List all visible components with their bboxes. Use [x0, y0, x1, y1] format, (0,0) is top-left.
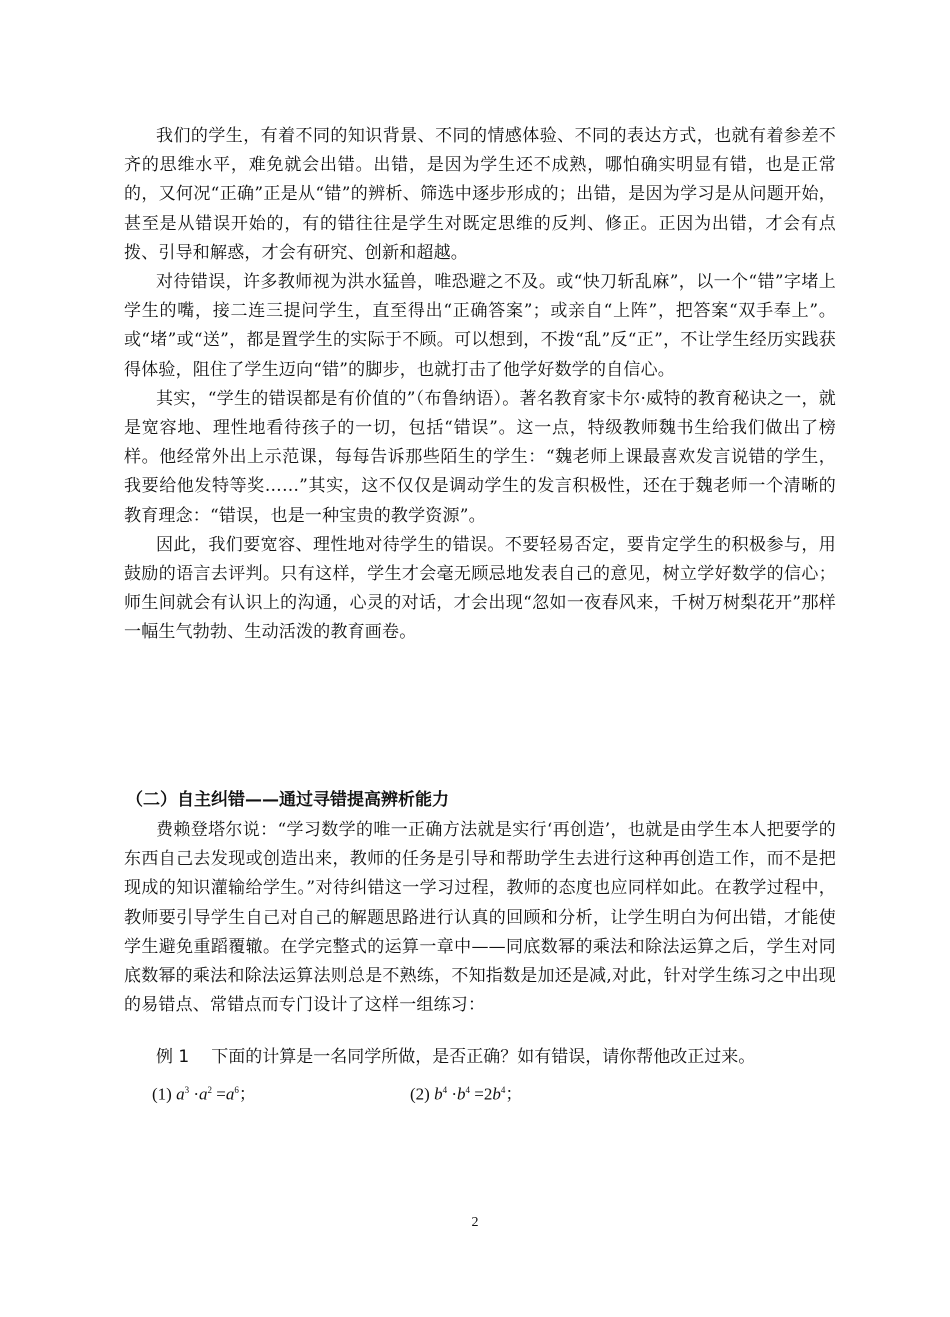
math-exponent: 4 [500, 1085, 506, 1095]
math-item-2 [410, 1076, 522, 1109]
math-exponent: 3 [184, 1085, 190, 1095]
math-equals: = [474, 1084, 484, 1104]
example-text: 下面的计算是一名同学所做，是否正确？如有错误，请你帮他改正过来。 [211, 1047, 756, 1067]
math-base: b [457, 1084, 466, 1104]
math-base: a [176, 1084, 185, 1104]
paragraph: 因此，我们要宽容、理性地对待学生的错误。不要轻易否定，要肯定学生的积极参与，用鼓励的语言去评判。只有这样，学生才会毫无顾忌地发表自己的意见，树立学好数学的信心；师生间就会有认识上的沟通，心灵的对话，才会出现“忽如一夜春风来，千树万树梨花开”那样一幅生气勃勃、生动活泼的教育画卷。 [124, 534, 836, 643]
math-coefficient: 2 [483, 1084, 493, 1104]
math-equals: = [216, 1084, 226, 1104]
math-exponent: 6 [234, 1085, 239, 1095]
item-number: (1) [152, 1084, 172, 1104]
body-text-lower [124, 816, 836, 1020]
paragraph: 对待错误，许多教师视为洪水猛兽，唯恐避之不及。或“快刀斩乱麻”，以一个“错”字堵上学生的嘴，接二连三提问学生，直至得出“正确答案”；或亲自“上阵”，把答案“双手奉上”。或“堵”或“送”，都是置学生的实际于不顾。可以想到，不拨“乱”反“正”，不让学生经历实践获得体验，阻住了学生迈向“错”的脚步，也就打击了他学好数学的自信心。 [124, 272, 836, 380]
math-base: b [492, 1084, 501, 1104]
math-exponent: 2 [207, 1085, 212, 1095]
math-terminator: ； [238, 1084, 256, 1104]
example-prompt [156, 1043, 755, 1072]
math-item-1 [152, 1076, 256, 1109]
math-base: b [434, 1084, 443, 1104]
page-number: 2 [471, 1215, 479, 1230]
math-base: a [199, 1084, 208, 1104]
math-exponent: 4 [465, 1085, 470, 1095]
section-heading: （二）自主纠错——通过寻错提高辨析能力 [126, 790, 449, 810]
math-operator: · [193, 1084, 199, 1104]
math-terminator: ； [505, 1084, 523, 1104]
item-number: (2) [410, 1084, 430, 1104]
paragraph: 其实，“学生的错误都是有价值的”（布鲁纳语）。著名教育家卡尔·威特的教育秘诀之一，就是宽容地、理性地看待孩子的一切，包括“错误”。这一点，特级教师魏书生给我们做出了榜样。他经常外出上示范课，每每告诉那些陌生的学生：“魏老师上课最喜欢发言说错的学生，我要给他发特等奖……”其实，这不仅仅是调动学生的发言积极性，还在于魏老师一个清晰的教育理念：“错误，也是一种宝贵的教学资源”。 [124, 388, 836, 526]
math-exponent: 4 [442, 1085, 448, 1095]
paragraph: 我们的学生，有着不同的知识背景、不同的情感体验、不同的表达方式，也就有着参差不齐的思维水平，难免就会出错。出错，是因为学生还不成熟，哪怕确实明显有错，也是正常的，又何况“正确”正是从“错”的辨析、筛选中逐步形成的；出错，是因为学习是从问题开始，甚至是从错误开始的，有的错往往是学生对既定思维的反判、修正。正因为出错，才会有点拨、引导和解惑，才会有研究、创新和超越。 [124, 126, 836, 263]
example-label: 例 1 [156, 1047, 190, 1067]
paragraph: 费赖登塔尔说：“学习数学的唯一正确方法就是实行‘再创造’，也就是由学生本人把要学的东西自己去发现或创造出来，教师的任务是引导和帮助学生去进行这种再创造工作，而不是把现成的知识灌输给学生。”对待纠错这一学习过程，教师的态度也应同样如此。在教学过程中，教师要引导学生自己对自己的解题思路进行认真的回顾和分析，让学生明白为何出错，才能使学生避免重蹈覆辙。在学完整式的运算一章中——同底数幂的乘法和除法运算之后，学生对同底数幂的乘法和除法运算法则总是不熟练，不知指数是加还是减,对此，针对学生练习之中出现的易错点、常错点而专门设计了这样一组练习： [124, 820, 836, 1016]
body-text-upper [124, 122, 836, 648]
math-base: a [225, 1084, 235, 1104]
math-operator: · [451, 1084, 457, 1104]
